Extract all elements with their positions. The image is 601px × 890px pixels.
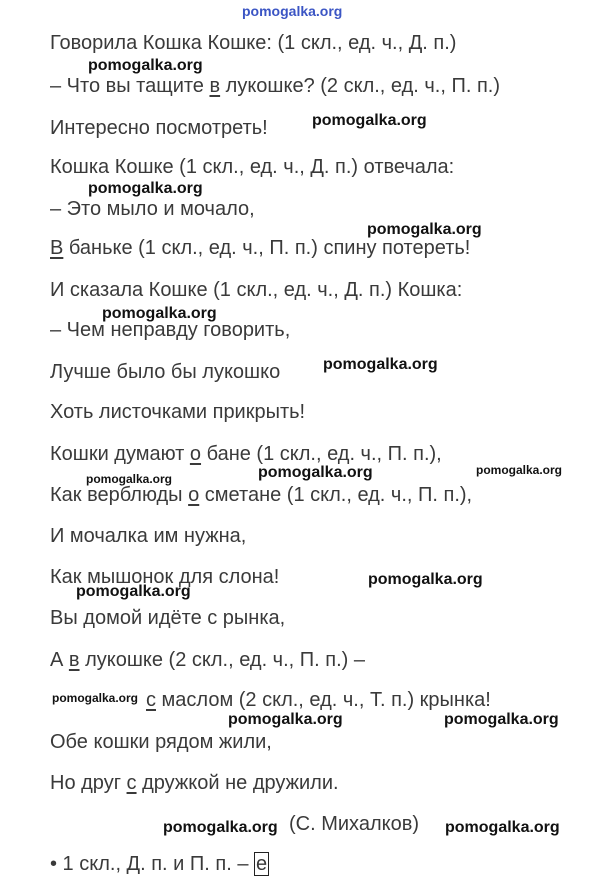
text: • 1 скл., Д. п. и П. п. – <box>50 853 254 875</box>
poem-line-3 <box>50 116 268 140</box>
boxed-ending: е <box>256 853 268 875</box>
underlined-preposition: с <box>126 772 137 794</box>
text: И мочалка им нужна, <box>50 525 247 547</box>
poem-line-6 <box>50 236 470 260</box>
text: Как верблюды <box>50 484 189 506</box>
text: И сказала Кошке (1 скл., ед. ч., Д. п.) Кошка: <box>50 279 463 301</box>
poem-line-13 <box>50 524 246 548</box>
watermark: pomogalka.org <box>86 472 173 486</box>
watermark: pomogalka.org <box>367 221 482 238</box>
text: Обе кошки рядом жили, <box>50 731 272 753</box>
poem-line-10 <box>50 400 305 424</box>
poem-line-1 <box>50 31 456 55</box>
underlined-preposition: в <box>68 649 80 671</box>
watermark: pomogalka.org <box>52 691 139 705</box>
watermark: pomogalka.org <box>258 464 373 481</box>
poem-line-4 <box>50 155 454 179</box>
poem-line-19 <box>50 771 339 795</box>
watermark: pomogalka.org <box>76 583 191 600</box>
text: Кошки думают <box>50 443 190 465</box>
underlined-preposition: В <box>50 237 64 259</box>
poem-line-9 <box>50 360 280 384</box>
text: бане (1 скл., ед. ч., П. п.), <box>201 443 442 465</box>
text: – Это мыло и мочало, <box>50 198 255 220</box>
text: сметане (1 скл., ед. ч., П. п.), <box>199 484 473 506</box>
text: А <box>50 649 69 671</box>
watermark: pomogalka.org <box>88 57 203 74</box>
underlined-preposition: о <box>189 443 202 465</box>
watermark: pomogalka.org <box>476 463 563 477</box>
text: Вы домой идёте с рынка, <box>50 607 286 629</box>
text: лукошке (2 скл., ед. ч., П. п.) – <box>79 649 365 671</box>
text: – Что вы тащите <box>50 75 210 97</box>
poem-line-18 <box>50 730 272 754</box>
text: Лучше было бы лукошко <box>50 361 281 383</box>
text: – Чем неправду говорить, <box>50 319 291 341</box>
text: маслом (2 скл., ед. ч., Т. п.) крынка! <box>156 689 491 711</box>
text: Говорила Кошка Кошке: (1 скл., ед. ч., Д. п.) <box>50 32 457 54</box>
watermark: pomogalka.org <box>228 711 343 728</box>
watermark: pomogalka.org <box>368 571 483 588</box>
author: (С. Михалков) <box>289 813 419 835</box>
watermark: pomogalka.org <box>102 305 217 322</box>
poem-line-5 <box>50 197 255 221</box>
poem-author <box>289 812 419 836</box>
underlined-preposition: в <box>209 75 221 97</box>
text: баньке (1 скл., ед. ч., П. п.) спину потереть! <box>63 237 471 259</box>
poem-line-17 <box>146 688 491 712</box>
watermark: pomogalka.org <box>444 711 559 728</box>
watermark: pomogalka.org <box>88 180 203 197</box>
text: Но друг <box>50 772 127 794</box>
text: Хоть листочками прикрыть! <box>50 401 306 423</box>
watermark-top: pomogalka.org <box>242 3 343 19</box>
rule-summary <box>50 852 269 876</box>
poem-line-12 <box>50 483 472 507</box>
poem-line-7 <box>50 278 462 302</box>
watermark: pomogalka.org <box>312 112 427 129</box>
text: лукошке? (2 скл., ед. ч., П. п.) <box>220 75 501 97</box>
watermark: pomogalka.org <box>163 819 278 836</box>
poem-line-11 <box>50 442 442 466</box>
poem-line-15 <box>50 606 285 630</box>
underlined-preposition: о <box>188 484 200 506</box>
watermark: pomogalka.org <box>323 356 438 373</box>
text: Интересно посмотреть! <box>50 117 268 139</box>
text: Кошка Кошке (1 скл., ед. ч., Д. п.) отвечала: <box>50 156 455 178</box>
text: дружкой не дружили. <box>136 772 339 794</box>
poem-line-2 <box>50 74 500 98</box>
underlined-preposition: с <box>146 689 156 711</box>
poem-line-8 <box>50 318 290 342</box>
text: Как мышонок для слона! <box>50 566 280 588</box>
poem-line-16 <box>50 648 365 672</box>
watermark: pomogalka.org <box>445 819 560 836</box>
